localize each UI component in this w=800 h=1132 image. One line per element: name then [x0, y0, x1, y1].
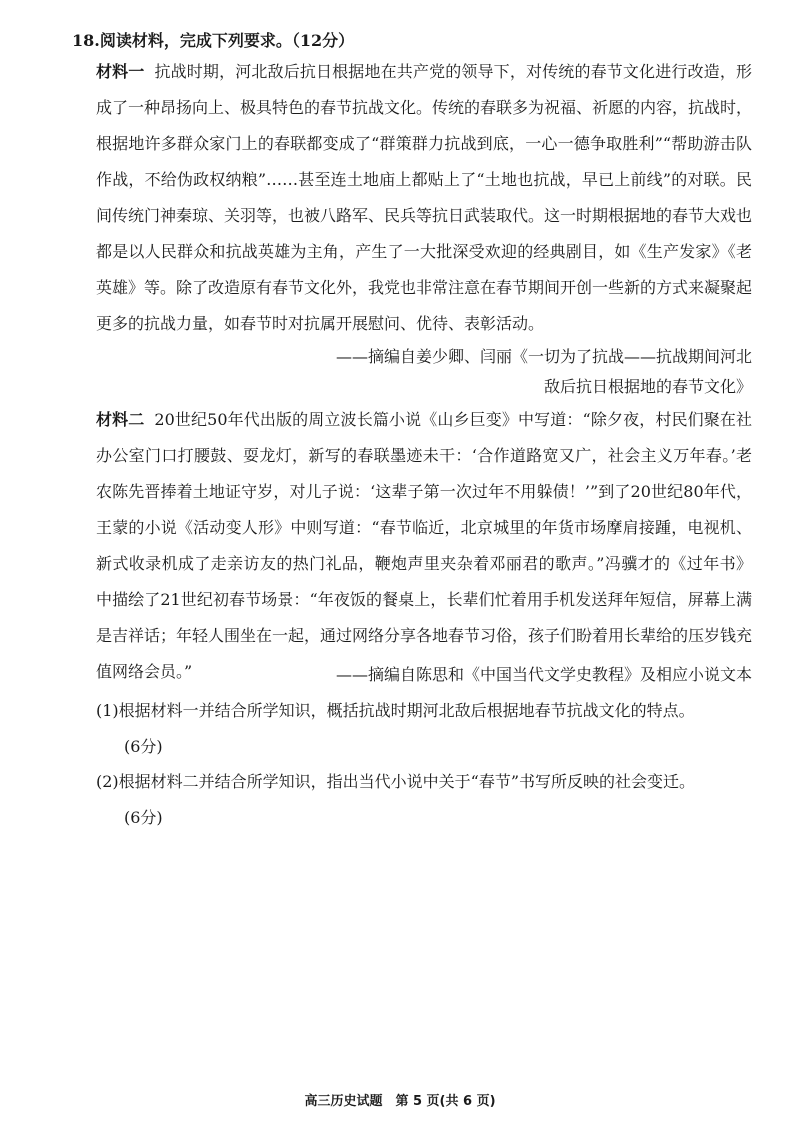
material-1-source-line-2: 敌后抗日根据地的春节文化》 — [543, 377, 752, 396]
sub-question-2 — [96, 764, 752, 836]
sub-question-2-text: (2)根据材料二并结合所学知识，指出当代小说中关于“春节”书写所反映的社会变迁。 — [96, 772, 696, 791]
sub-question-1-score: (6分) — [124, 737, 163, 756]
sub-question-1 — [96, 693, 752, 765]
material-1-paragraph — [96, 54, 752, 342]
sub-question-2-score: (6分) — [124, 808, 163, 827]
material-2-label: 材料二 — [96, 410, 145, 429]
material-1-source-line-1: ——摘编自姜少卿、闫丽《一切为了抗战——抗战期间河北 — [335, 347, 752, 366]
material-2-text: 20世纪50年代出版的周立波长篇小说《山乡巨变》中写道：“除夕夜，村民们聚在社办公室门口打腰鼓、耍龙灯，新写的春联墨迹未干：‘合作道路宽又广，社会主义万年春。’老农陈先晋捧着土地证守岁，对儿子说：‘这辈子第一次过年不用躲债！’”到了20世纪80年代，王蒙的小说《活动变人形》中则写道：“春节临近，北京城里的年货市场摩肩接踵，电视机、新式收录机成了走亲访友的热门礼品，鞭炮声里夹杂着邓丽君的歌声。”冯骥才的《过年书》中描绘了21世纪初春节场景：“年夜饭的餐桌上，长辈们忙着用手机发送拜年短信，屏幕上满是吉祥话；年轻人围坐在一起，通过网络分享各地春节习俗，孩子们盼着用长辈给的压岁钱充值网络会员。” — [96, 410, 753, 681]
material-2-source: ——摘编自陈思和《中国当代文学史教程》及相应小说文本 — [335, 665, 752, 684]
sub-question-1-text: (1)根据材料一并结合所学知识，概括抗战时期河北敌后根据地春节抗战文化的特点。 — [96, 701, 695, 720]
material-2-paragraph — [96, 402, 752, 690]
material-1-label: 材料一 — [96, 62, 145, 81]
material-1-text: 抗战时期，河北敌后抗日根据地在共产党的领导下，对传统的春节文化进行改造，形成了一种昂扬向上、极具特色的春节抗战文化。传统的春联多为祝福、祈愿的内容，抗战时，根据地许多群众家门上的春联都变成了“群策群力抗战到底，一心一德争取胜利”“帮助游击队作战，不给伪政权纳粮”……甚至连土地庙上都贴上了“土地也抗战，早已上前线”的对联。民间传统门神秦琼、关羽等，也被八路军、民兵等抗日武装取代。这一时期根据地的春节大戏也都是以人民群众和抗战英雄为主角，产生了一大批深受欢迎的经典剧目，如《生产发家》《老英雄》等。除了改造原有春节文化外，我党也非常注意在春节期间开创一些新的方式来凝聚起更多的抗战力量，如春节时对抗属开展慰问、优待、表彰活动。 — [96, 62, 753, 333]
question-header: 18.阅读材料，完成下列要求。（12分） — [72, 31, 355, 50]
material-1-source — [292, 342, 752, 402]
page-footer: 高三历史试题 第 5 页(共 6 页) — [304, 1094, 496, 1109]
